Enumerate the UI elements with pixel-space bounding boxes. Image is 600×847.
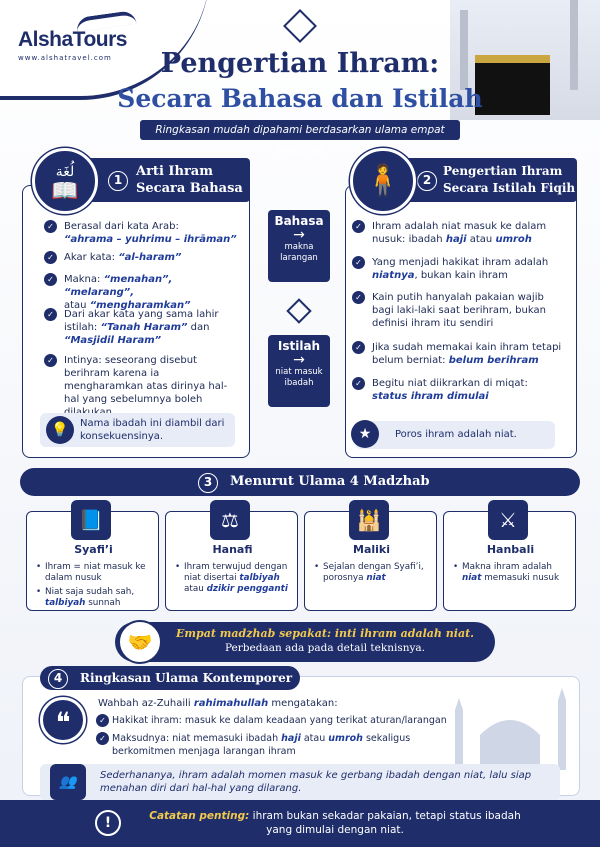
agreement-line2: Perbedaan ada pada detail teknisnya. <box>224 642 426 654</box>
brand-url: www.alshatravel.com <box>18 54 112 62</box>
check-icon: ✓ <box>96 714 109 727</box>
card-maliki <box>304 508 437 611</box>
section4-number: 4 <box>48 669 68 689</box>
s4-bullet-2: ✓ Maksudnya: niat memasuki ibadah haji atau umroh sekaligus berkomitmen menjaga larangan ihram <box>112 732 452 758</box>
card-item: • Niat saja sudah sah, talbiyah sunnah <box>45 587 155 609</box>
mosque-illustration <box>440 680 580 770</box>
section3-banner <box>20 468 580 496</box>
bahasa-sub: makna larangan <box>280 242 318 263</box>
card-hanbali <box>443 508 576 611</box>
card-item: • Ihram terwujud dengan niat disertai talbiyah atau dzikir pengganti <box>184 562 294 595</box>
brand-name: AlshaTours <box>18 28 127 51</box>
s2-item-2: ✓ Yang menjadi hakikat ihram adalah niatnya, bukan kain ihram <box>372 256 567 282</box>
section1-title-b: Secara Bahasa <box>136 181 243 196</box>
footer-text: Catatan penting: ihram bukan sekadar pakaian, tetapi status ibadah yang dimulai dengan niat. <box>149 810 521 836</box>
check-icon: ✓ <box>96 732 109 745</box>
handshake-icon: 🤝 <box>118 620 162 664</box>
s1-item-2: ✓ Akar kata: “al-haram” <box>64 251 239 264</box>
card-item: • Makna ihram adalah niat memasuki nusuk <box>462 562 572 584</box>
check-icon: ✓ <box>44 308 57 321</box>
s1-item-3: ✓ Makna: “menahan”, “melarang”, atau “mengharamkan” <box>64 273 239 312</box>
s4-intro: Wahbah az-Zuhaili rahimahullah mengatakan: <box>98 698 338 709</box>
footer <box>0 800 600 847</box>
check-icon: ✓ <box>352 220 365 233</box>
card-title: Hanafi <box>212 543 253 556</box>
s1-note: 💡 Nama ibadah ini diambil dari konsekuensinya. <box>40 413 235 447</box>
card-title: Syafi’i <box>74 543 113 556</box>
agreement-line1: Empat madzhab sepakat: inti ihram adalah niat. <box>176 627 474 640</box>
section2-number: 2 <box>417 171 437 191</box>
check-icon: ✓ <box>352 256 365 269</box>
check-icon: ✓ <box>352 377 365 390</box>
section1-title-a: Arti Ihram <box>136 164 213 179</box>
check-icon: ✓ <box>44 251 57 264</box>
check-icon: ✓ <box>44 273 57 286</box>
arabic-lughah-label: لُغَة <box>55 164 75 180</box>
middle-istilah <box>268 335 330 407</box>
book-icon: لُغَة 📖 <box>32 148 98 214</box>
istilah-label: Istilah <box>277 339 321 353</box>
check-icon: ✓ <box>352 291 365 304</box>
card-title: Maliki <box>353 543 390 556</box>
section2-title-a: Pengertian Ihram <box>443 164 563 178</box>
star-icon: ★ <box>351 420 379 448</box>
subtitle-banner: Ringkasan mudah dipahami berdasarkan ulama empat madzhab <box>140 120 460 140</box>
card-title: Hanbali <box>486 543 535 556</box>
card-item: • Sejalan dengan Syafi’i, porosnya niat <box>323 562 433 584</box>
agreement-banner <box>115 622 495 662</box>
people-icon: 👥 <box>50 764 86 800</box>
ornament-icon <box>283 9 317 43</box>
pilgrim-icon: 🧍 <box>350 148 416 214</box>
section2-banner <box>395 158 577 202</box>
s2-item-1: ✓ Ihram adalah niat masuk ke dalam nusuk: ibadah haji atau umroh <box>372 220 567 246</box>
middle-bahasa <box>268 210 330 282</box>
s1-item-1: ✓ Berasal dari kata Arab: “ahrama – yuhrimu – ihrāman” <box>64 220 239 246</box>
s1-item-5: ✓ Intinya: seseorang disebut berihram karena ia mengharamkan atas dirinya hal-hal yang sebelumnya boleh <box>64 354 239 419</box>
quote-icon: ❝ <box>40 697 86 743</box>
s4-summary: 👥 Sederhananya, ihram adalah momen masuk ke gerbang ibadah dengan niat, lalu siap menahan diri dari hal-hal yang dilarang. <box>40 764 560 800</box>
s2-item-4: ✓ Jika sudah memakai kain ihram tetapi belum berniat: belum berihram <box>372 341 567 367</box>
section1-number: 1 <box>108 171 128 191</box>
exclamation-icon: ! <box>95 810 121 836</box>
check-icon: ✓ <box>44 354 57 367</box>
mosque-icon: 🕌 <box>349 500 389 540</box>
section4-banner <box>40 666 300 690</box>
page-title: Pengertian Ihram: <box>160 48 440 79</box>
swords-icon: ⚔ <box>488 500 528 540</box>
section4-title: Ringkasan Ulama Kontemporer <box>80 671 293 685</box>
s4-bullet-1: ✓ Hakikat ihram: masuk ke dalam keadaan yang terikat aturan/larangan <box>112 714 452 727</box>
card-syafii <box>26 508 159 611</box>
s2-item-3: ✓ Kain putih hanyalah pakaian wajib bagi laki-laki saat berihram, bukan definisi ihram itu sendiri <box>372 291 567 330</box>
bahasa-label: Bahasa <box>274 214 324 228</box>
scales-icon: ⚖ <box>210 500 250 540</box>
check-icon: ✓ <box>44 220 57 233</box>
section3-number: 3 <box>198 473 218 493</box>
s1-item-4: ✓ Dari akar kata yang sama lahir istilah: “Tanah Haram” dan “Masjidil Haram” <box>64 308 239 347</box>
s2-note: ★ Poros ihram adalah niat. <box>355 421 555 449</box>
page-subtitle: Secara Bahasa dan Istilah <box>117 84 483 113</box>
s2-item-5: ✓ Begitu niat diikrarkan di miqat: status ihram dimulai <box>372 377 567 403</box>
card-hanafi <box>165 508 298 611</box>
card-item: • Ihram = niat masuk ke dalam nusuk <box>45 562 155 584</box>
section3-title: Menurut Ulama 4 Madzhab <box>230 474 430 489</box>
check-icon: ✓ <box>352 341 365 354</box>
arrow-right-icon: → <box>293 352 305 368</box>
quran-icon: 📘 <box>71 500 111 540</box>
middle-ornament-icon <box>286 298 311 323</box>
istilah-sub: niat masuk ibadah <box>275 367 323 388</box>
lightbulb-icon: 💡 <box>46 416 74 444</box>
arrow-right-icon: → <box>293 227 305 243</box>
section2-title-b: Secara Istilah Fiqih <box>443 181 576 195</box>
